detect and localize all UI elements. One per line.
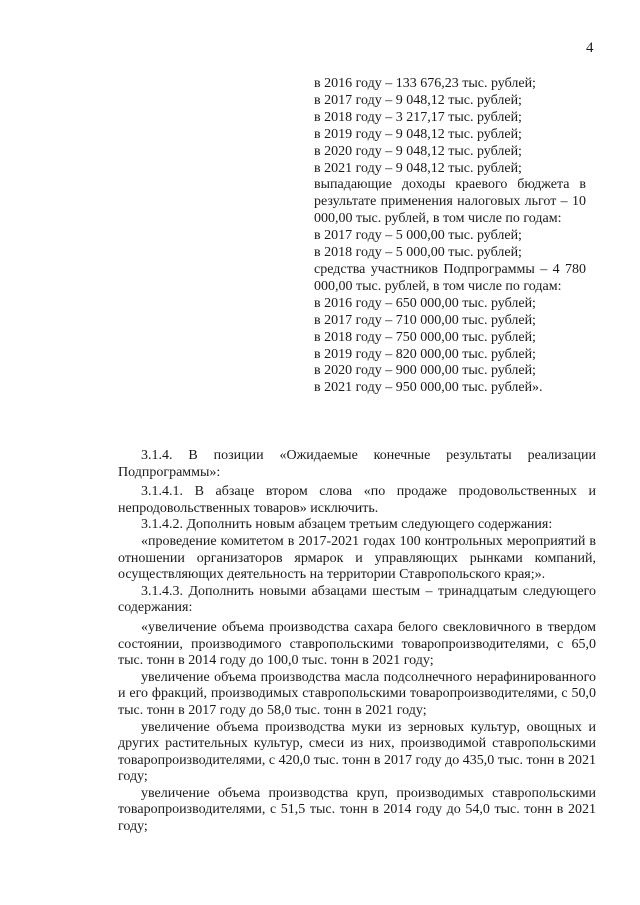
funding-line: в 2018 году – 3 217,17 тыс. рублей; (314, 109, 522, 125)
funding-line: в 2021 году – 9 048,12 тыс. рублей; (314, 160, 522, 176)
paragraph: увеличение объема производства круп, производимых ставропольскими товаропроизводителями, с 51,5 тыс. тонн в 2014 году до 54,0 тыс. тонн в 2021 году; (118, 785, 596, 835)
document-body (118, 448, 596, 836)
page-number: 4 (586, 40, 594, 56)
funding-line: в 2021 году – 950 000,00 тыс. рублей». (314, 380, 543, 396)
funding-line: средства участников Подпрограммы – 4 780 000,00 тыс. рублей, в том числе по годам: (314, 261, 586, 294)
funding-line: в 2018 году – 750 000,00 тыс. рублей; (314, 329, 536, 345)
funding-line: в 2017 году – 710 000,00 тыс. рублей; (314, 312, 536, 328)
paragraph: 3.1.4.3. Дополнить новыми абзацами шестым – тринадцатым следующего содержания: (118, 583, 596, 616)
paragraph: «увеличение объема производства сахара белого свекловичного в твердом состоянии, производимого ставропольскими товаропроизводителями, с 65,0 тыс. тонн в 2014 году до 100,0 тыс. тонн в 2021 году; (118, 619, 596, 669)
paragraph: «проведение комитетом в 2017-2021 годах 100 контрольных мероприятий в отношении организаторов ярмарок и управляющих рынками компаний, осуществляющих деятельность на территории Ставропольского края;». (118, 533, 596, 583)
paragraph: увеличение объема производства масла подсолнечного нерафинированного и его фракций, производимых ставропольскими товаропроизводителями, с 50,0 тыс. тонн в 2017 году до 58,0 тыс. тонн в 2021 году; (118, 669, 596, 718)
paragraph: 3.1.4. В позиции «Ожидаемые конечные результаты реализации Подпрограммы»: (118, 448, 596, 480)
funding-line: в 2018 году – 5 000,00 тыс. рублей; (314, 245, 522, 261)
funding-line: в 2020 году – 900 000,00 тыс. рублей; (314, 363, 536, 379)
funding-line: в 2017 году – 9 048,12 тыс. рублей; (314, 92, 522, 108)
paragraph: 3.1.4.1. В абзаце втором слова «по продаже продовольственных и непродовольственных товаров» исключить. (118, 484, 596, 516)
paragraph: увеличение объема производства муки из зерновых культур, овощных и других растительных культур, смеси из них, производимой ставропольскими товаропроизводителями, с 420,0 тыс. тонн в 2017 году до 435,0 тыс. тонн в 2021 году; (118, 719, 596, 785)
funding-line: выпадающие доходы краевого бюджета в результате применения налоговых льгот – 10 000,00 тыс. рублей, в том числе по годам: (314, 177, 586, 227)
funding-line: в 2016 году – 133 676,23 тыс. рублей; (314, 76, 536, 91)
funding-line: в 2020 году – 9 048,12 тыс. рублей; (314, 143, 522, 159)
paragraph: 3.1.4.2. Дополнить новым абзацем третьим следующего содержания: (141, 517, 553, 533)
funding-line: в 2017 году – 5 000,00 тыс. рублей; (314, 228, 522, 244)
funding-block (314, 76, 586, 397)
funding-line: в 2019 году – 9 048,12 тыс. рублей; (314, 126, 522, 142)
funding-line: в 2019 году – 820 000,00 тыс. рублей; (314, 346, 536, 362)
funding-line: в 2016 году – 650 000,00 тыс. рублей; (314, 295, 536, 311)
